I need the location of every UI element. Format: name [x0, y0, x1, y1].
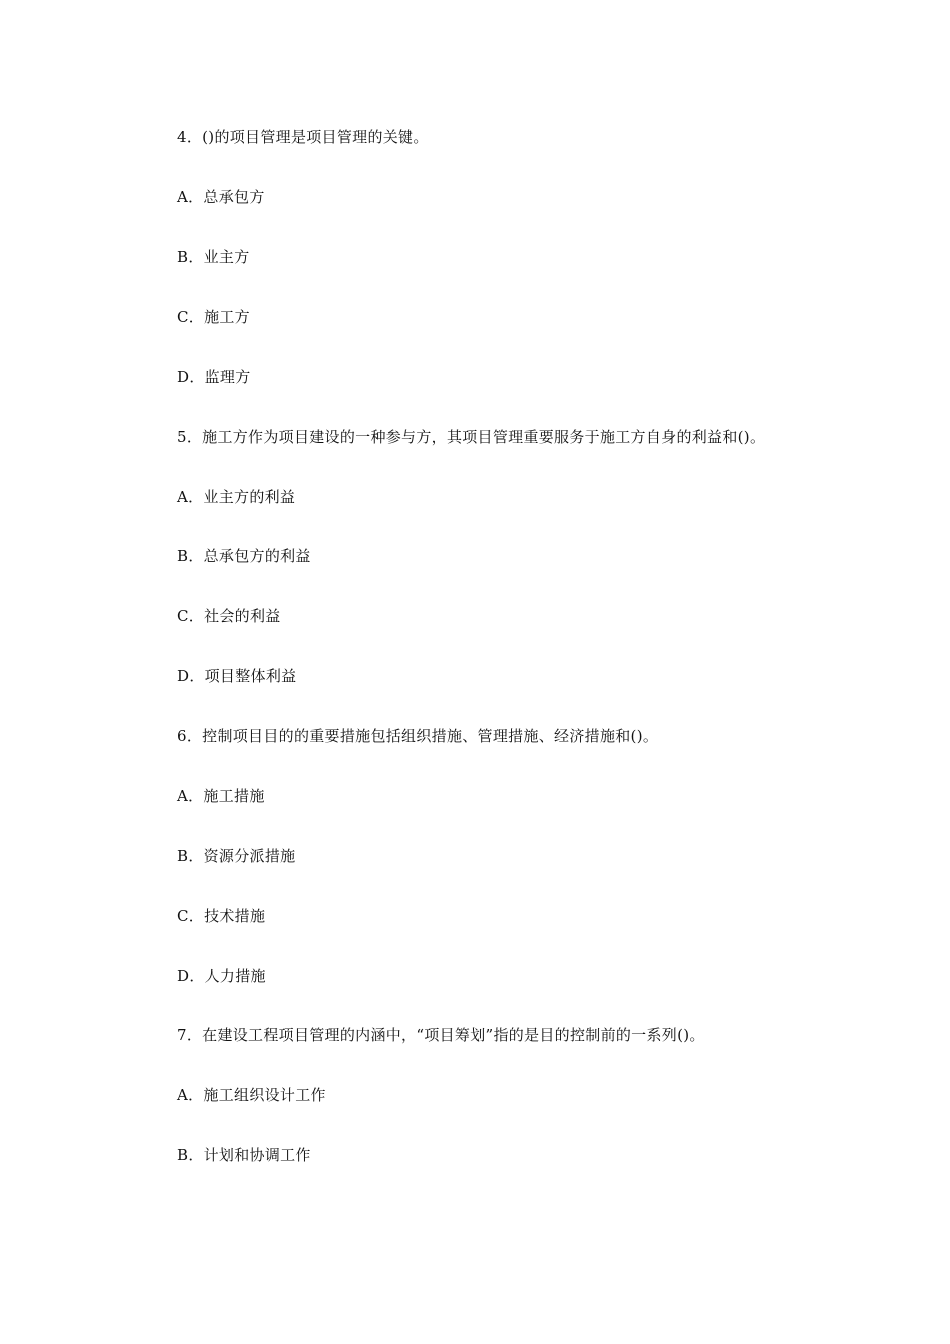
question-7: 7．在建设工程项目管理的内涵中，“项目筹划”指的是目的控制前的一系列()。 — [177, 1026, 705, 1044]
question-6-option-c: C．技术措施 — [177, 907, 266, 925]
question-6: 6．控制项目目的的重要措施包括组织措施、管理措施、经济措施和()。 — [177, 727, 659, 745]
question-7-option-a: A．施工组织设计工作 — [177, 1086, 326, 1104]
question-5-option-a: A．业主方的利益 — [177, 488, 296, 506]
question-5-option-b: B．总承包方的利益 — [177, 547, 311, 565]
question-4-option-a: A．总承包方 — [177, 188, 265, 206]
question-7-option-b: B．计划和协调工作 — [177, 1146, 311, 1164]
question-5: 5．施工方作为项目建设的一种参与方，其项目管理重要服务于施工方自身的利益和()。 — [177, 428, 766, 446]
question-4-option-d: D．监理方 — [177, 368, 251, 386]
question-6-option-a: A．施工措施 — [177, 787, 265, 805]
question-4-option-c: C．施工方 — [177, 308, 250, 326]
question-5-option-c: C．社会的利益 — [177, 607, 281, 625]
question-6-option-b: B．资源分派措施 — [177, 847, 296, 865]
question-5-option-d: D．项目整体利益 — [177, 667, 297, 685]
question-4: 4．()的项目管理是项目管理的关键。 — [177, 128, 429, 146]
question-6-option-d: D．人力措施 — [177, 967, 266, 985]
question-4-option-b: B．业主方 — [177, 248, 250, 266]
